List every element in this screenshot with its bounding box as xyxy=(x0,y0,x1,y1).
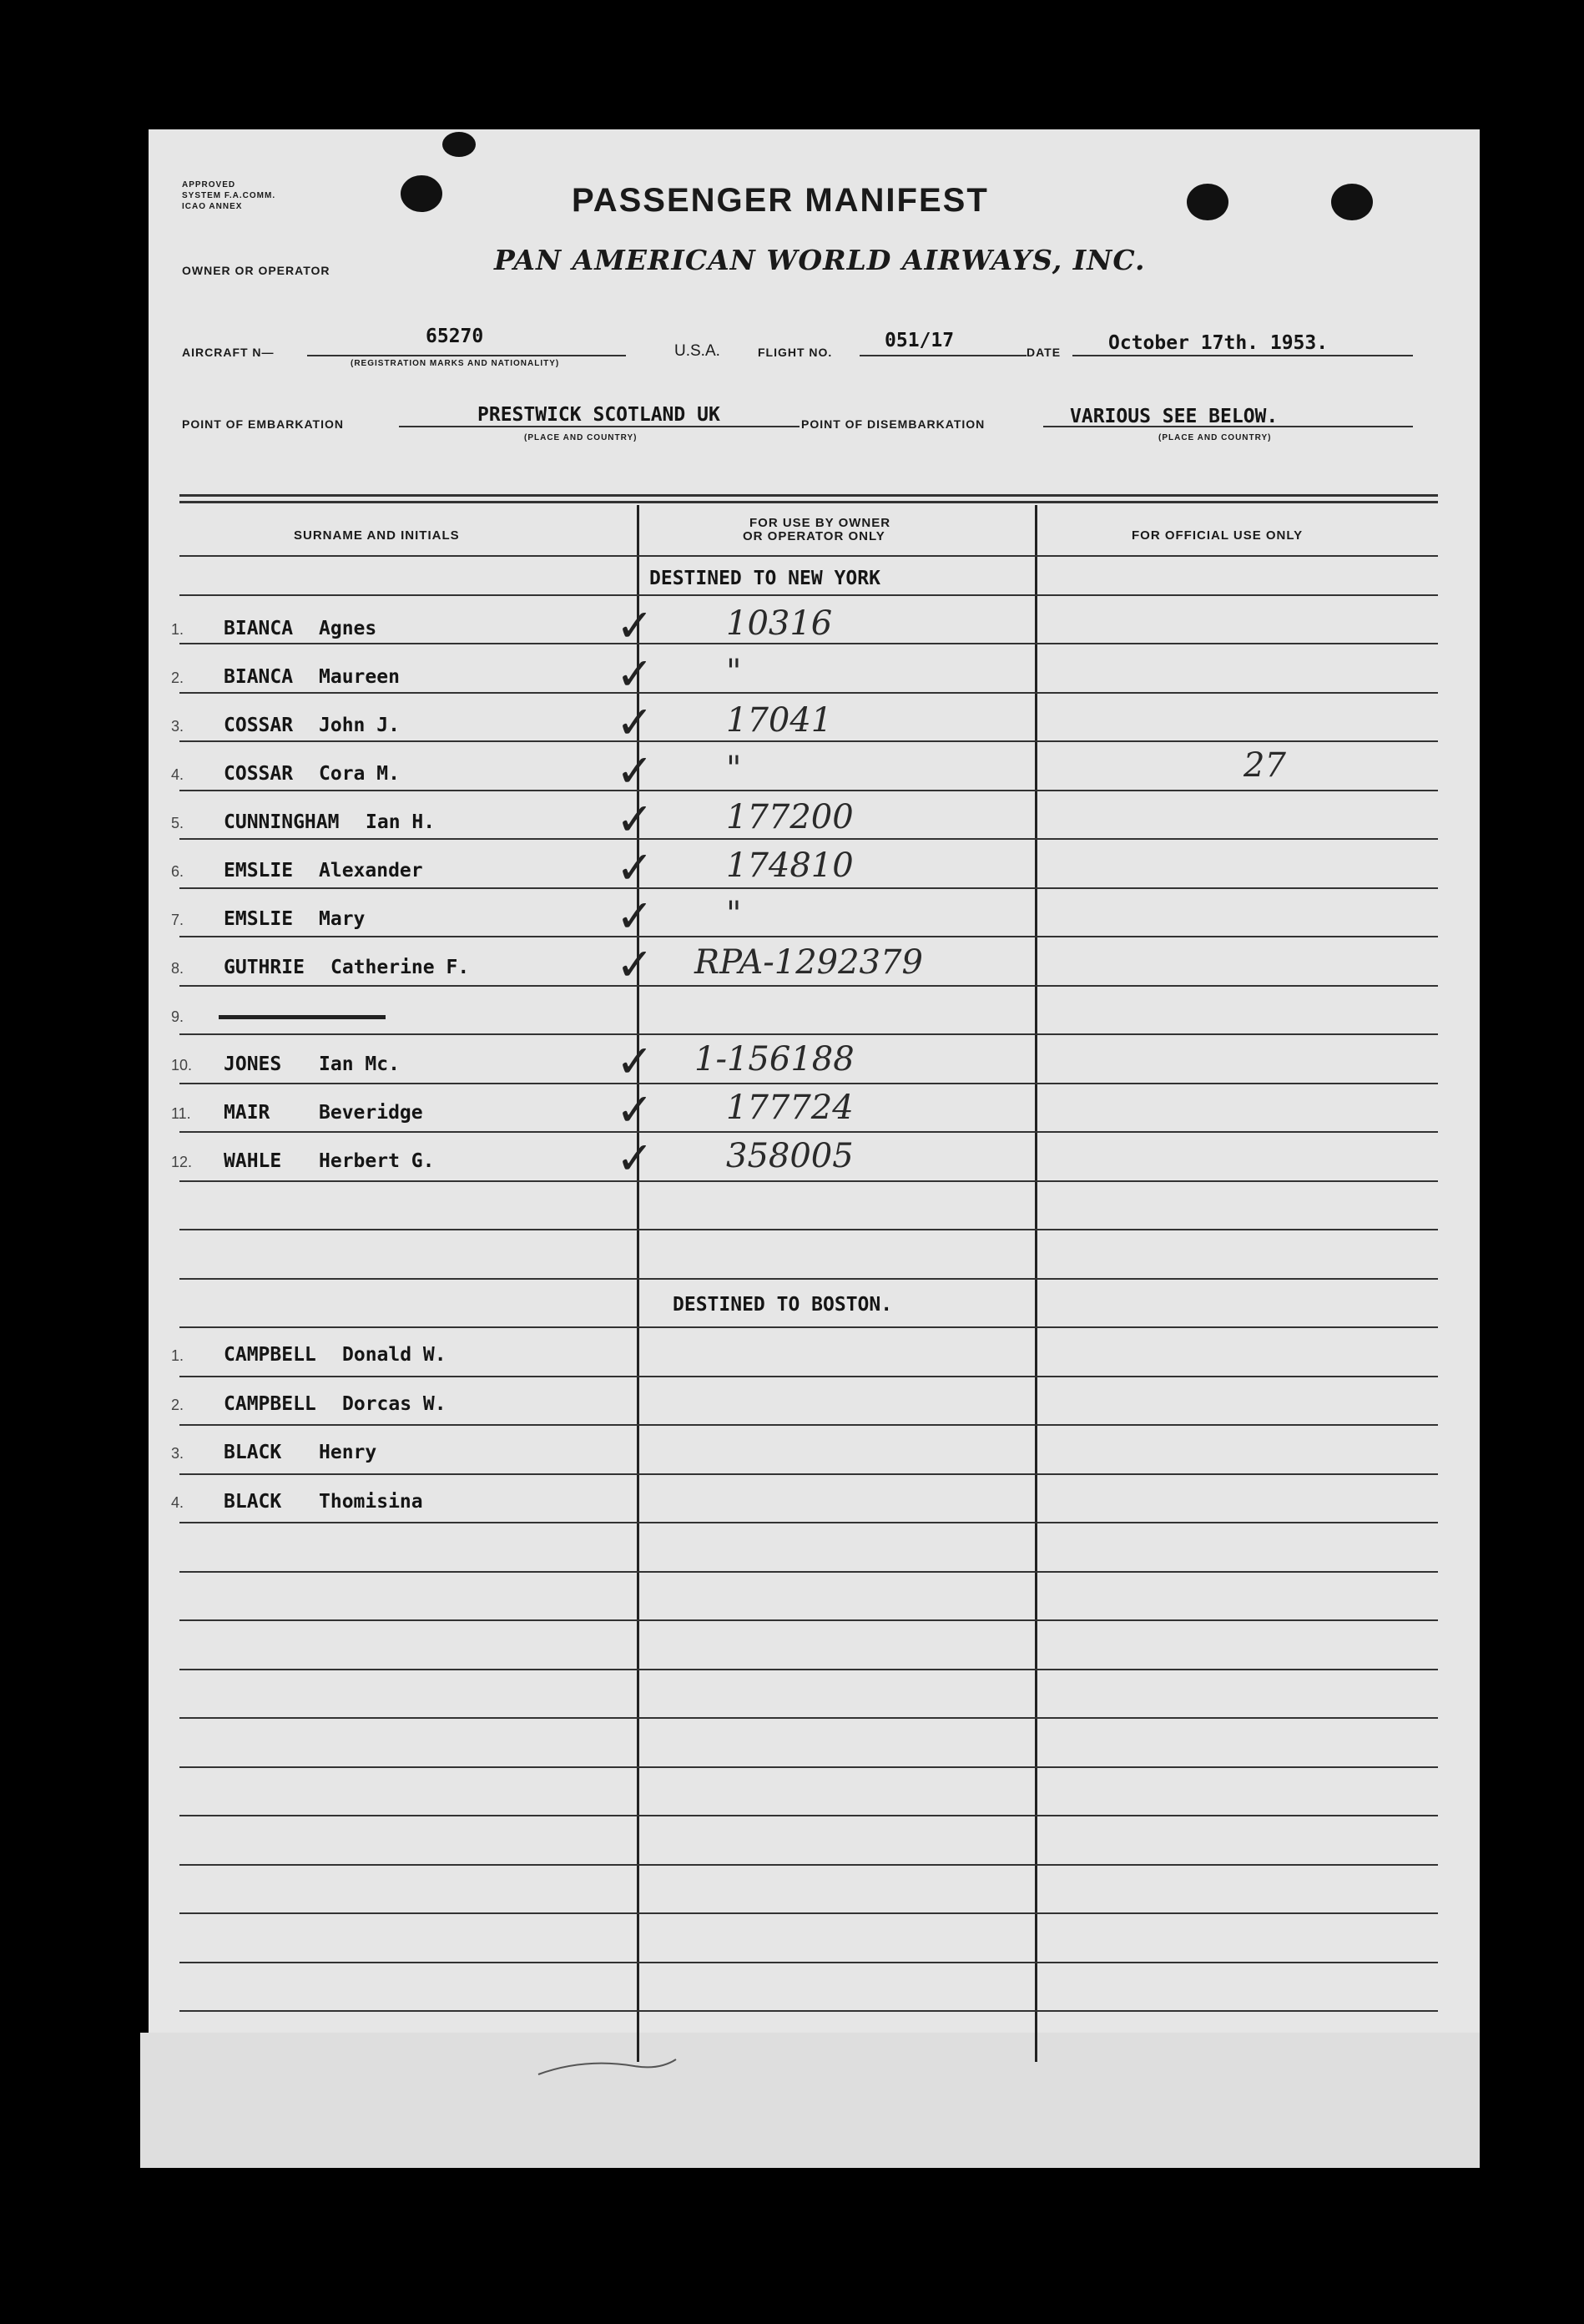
handwritten-ticket-number: 17041 xyxy=(726,701,833,740)
passenger-given-name: Ian H. xyxy=(366,811,436,833)
row-rule xyxy=(179,1278,1438,1280)
row-rule xyxy=(179,1473,1438,1475)
row-rule xyxy=(179,594,1438,596)
passenger-given-name: Herbert G. xyxy=(319,1150,435,1172)
passenger-given-name: Thomisina xyxy=(319,1490,423,1513)
official-note: 27 xyxy=(1243,746,1286,785)
row-number: 3. xyxy=(171,718,184,735)
embark-value: PRESTWICK SCOTLAND UK xyxy=(477,404,720,426)
pencil-mark xyxy=(534,2049,684,2083)
passenger-given-name: John J. xyxy=(319,715,400,736)
row-rule xyxy=(179,1033,1438,1035)
passenger-given-name: Donald W. xyxy=(342,1344,446,1366)
row-rule xyxy=(179,555,1438,557)
row-rule xyxy=(179,1766,1438,1768)
check-mark-icon: ✓ xyxy=(616,599,654,652)
check-mark-icon: ✓ xyxy=(616,841,654,894)
check-mark-icon: ✓ xyxy=(616,938,654,991)
row-rule xyxy=(179,1229,1438,1230)
handwritten-ticket-number: " xyxy=(726,750,742,788)
row-rule xyxy=(179,1376,1438,1377)
disembark-value: VARIOUS SEE BELOW. xyxy=(1070,406,1279,427)
punch-hole xyxy=(1331,184,1373,220)
row-rule xyxy=(179,2010,1438,2012)
passenger-surname: BIANCA xyxy=(224,666,294,688)
row-rule xyxy=(179,838,1438,840)
row-rule xyxy=(179,936,1438,937)
row-rule xyxy=(179,1815,1438,1816)
row-number: 3. xyxy=(171,1445,184,1462)
row-rule xyxy=(179,1717,1438,1719)
row-number: 2. xyxy=(171,669,184,686)
aircraft-label: AIRCRAFT N— xyxy=(182,346,275,359)
check-mark-icon: ✓ xyxy=(616,745,654,797)
row-rule xyxy=(179,1571,1438,1573)
row-number: 6. xyxy=(171,863,184,880)
column-owner-use: FOR USE BY OWNER xyxy=(749,516,891,530)
passenger-surname: COSSAR xyxy=(224,763,294,785)
passenger-surname: EMSLIE xyxy=(224,908,294,930)
column-divider xyxy=(1035,505,1037,2062)
struck-out-entry xyxy=(219,1015,386,1019)
row-number: 7. xyxy=(171,912,184,928)
punch-hole xyxy=(401,175,442,212)
passenger-surname: EMSLIE xyxy=(224,860,294,882)
handwritten-ticket-number: " xyxy=(726,895,742,933)
column-owner-use: OR OPERATOR ONLY xyxy=(743,529,885,543)
handwritten-ticket-number: 358005 xyxy=(726,1137,854,1175)
passenger-surname: BLACK xyxy=(224,1442,282,1463)
disembark-label: POINT OF DISEMBARKATION xyxy=(801,417,986,431)
check-mark-icon: ✓ xyxy=(616,890,654,942)
passenger-surname: MAIR xyxy=(224,1102,270,1124)
row-number: 4. xyxy=(171,1493,184,1511)
punch-hole xyxy=(1187,184,1228,220)
passenger-given-name: Beveridge xyxy=(319,1102,423,1124)
row-number: 1. xyxy=(171,621,184,638)
check-mark-icon: ✓ xyxy=(616,793,654,846)
check-mark-icon: ✓ xyxy=(616,1084,654,1136)
place-caption: (PLACE AND COUNTRY) xyxy=(1158,433,1272,442)
row-number: 5. xyxy=(171,815,184,831)
row-rule xyxy=(179,1522,1438,1523)
check-mark-icon: ✓ xyxy=(616,1132,654,1185)
row-number: 2. xyxy=(171,1396,184,1413)
passenger-surname: CAMPBELL xyxy=(224,1344,316,1366)
row-rule xyxy=(179,740,1438,742)
flight-label: FLIGHT NO. xyxy=(758,346,833,359)
handwritten-ticket-number: " xyxy=(726,653,742,691)
row-number: 12. xyxy=(171,1154,193,1170)
owner-value: PAN AMERICAN WORLD AIRWAYS, INC. xyxy=(494,244,1146,276)
row-rule xyxy=(179,1083,1438,1084)
passenger-surname: COSSAR xyxy=(224,715,294,736)
registration-caption: (REGISTRATION MARKS AND NATIONALITY) xyxy=(351,359,560,368)
passenger-surname: CUNNINGHAM xyxy=(224,811,340,833)
handwritten-ticket-number: 10316 xyxy=(726,604,833,643)
handwritten-ticket-number: 177724 xyxy=(726,1089,854,1127)
handwritten-ticket-number: RPA-1292379 xyxy=(694,943,923,982)
check-mark-icon: ✓ xyxy=(616,648,654,700)
passenger-given-name: Mary xyxy=(319,908,366,930)
check-mark-icon: ✓ xyxy=(616,1035,654,1088)
row-rule xyxy=(179,790,1438,791)
row-number: 8. xyxy=(171,960,184,977)
section-heading: DESTINED TO BOSTON. xyxy=(673,1294,893,1316)
passenger-surname: BIANCA xyxy=(224,618,294,639)
passenger-given-name: Alexander xyxy=(319,860,423,882)
row-rule xyxy=(179,1669,1438,1670)
passenger-given-name: Dorcas W. xyxy=(342,1392,446,1415)
passenger-given-name: Henry xyxy=(319,1442,377,1463)
embark-label: POINT OF EMBARKATION xyxy=(182,417,344,431)
passenger-given-name: Agnes xyxy=(319,618,377,639)
row-rule xyxy=(179,1962,1438,1963)
passenger-surname: JONES xyxy=(224,1053,282,1075)
column-surname: SURNAME AND INITIALS xyxy=(294,528,460,543)
page-title: PASSENGER MANIFEST xyxy=(572,182,989,219)
handwritten-ticket-number: 1-156188 xyxy=(694,1040,855,1079)
passenger-surname: GUTHRIE xyxy=(224,957,305,978)
row-number: 9. xyxy=(171,1008,184,1025)
place-caption: (PLACE AND COUNTRY) xyxy=(524,433,638,442)
passenger-given-name: Catherine F. xyxy=(330,957,470,978)
usa-label: U.S.A. xyxy=(674,342,720,360)
handwritten-ticket-number: 174810 xyxy=(726,846,854,885)
passenger-given-name: Ian Mc. xyxy=(319,1053,400,1075)
row-rule xyxy=(179,1326,1438,1328)
handwritten-ticket-number: 177200 xyxy=(726,798,854,836)
passenger-surname: CAMPBELL xyxy=(224,1392,316,1415)
page-stub xyxy=(140,2033,1480,2168)
flight-value: 051/17 xyxy=(885,330,955,351)
row-number: 10. xyxy=(171,1057,193,1074)
row-rule xyxy=(179,692,1438,694)
row-rule xyxy=(179,643,1438,644)
row-number: 1. xyxy=(171,1347,184,1364)
date-label: DATE xyxy=(1027,346,1062,359)
row-rule xyxy=(179,1619,1438,1621)
owner-label: OWNER OR OPERATOR xyxy=(182,264,330,277)
passenger-given-name: Maureen xyxy=(319,666,400,688)
row-rule xyxy=(179,1864,1438,1866)
row-rule xyxy=(179,1131,1438,1133)
date-value: October 17th. 1953. xyxy=(1108,332,1329,354)
aircraft-value: 65270 xyxy=(426,326,484,347)
row-number: 4. xyxy=(171,766,184,783)
row-rule xyxy=(179,1424,1438,1426)
column-official: FOR OFFICIAL USE ONLY xyxy=(1132,528,1304,543)
approved-stamp: APPROVED SYSTEM F.A.COMM. ICAO ANNEX xyxy=(182,180,276,211)
row-number: 11. xyxy=(171,1105,191,1122)
row-rule xyxy=(179,887,1438,889)
passenger-given-name: Cora M. xyxy=(319,763,400,785)
row-rule xyxy=(179,985,1438,987)
passenger-surname: BLACK xyxy=(224,1490,282,1513)
punch-hole xyxy=(442,132,476,157)
row-rule xyxy=(179,1912,1438,1914)
check-mark-icon: ✓ xyxy=(616,696,654,749)
section-heading: DESTINED TO NEW YORK xyxy=(649,568,880,589)
row-rule xyxy=(179,1180,1438,1182)
passenger-surname: WAHLE xyxy=(224,1150,282,1172)
